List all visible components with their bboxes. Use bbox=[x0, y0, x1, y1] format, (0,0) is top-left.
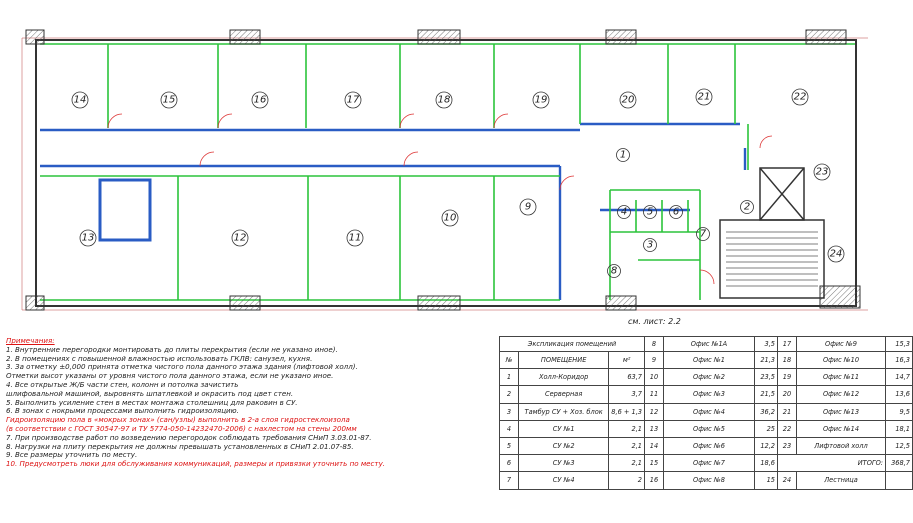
legend-left-area: 2 bbox=[609, 472, 645, 489]
sheet-reference: см. лист: 2.2 bbox=[628, 317, 681, 326]
legend-mid-name: Офис №3 bbox=[664, 386, 755, 403]
legend-right-name: Лестница bbox=[797, 472, 886, 489]
room-1-label: 1 bbox=[619, 149, 627, 161]
legend-left-name: Серверная bbox=[519, 386, 609, 403]
legend-row bbox=[500, 455, 913, 472]
legend-right-name: Офис №11 bbox=[797, 369, 886, 386]
note-line: 5. Выполнить усиление стен в местах монтажа столешниц для раковин в СУ. bbox=[6, 398, 298, 407]
dimension-lines bbox=[22, 38, 868, 310]
legend-left-name: Тамбур СУ + Хоз. блок bbox=[519, 403, 609, 420]
legend-title: Экспликация помещений bbox=[500, 337, 645, 352]
room-20-label: 20 bbox=[621, 94, 635, 106]
legend-right-no: 19 bbox=[778, 369, 797, 386]
legend-left-no: 7 bbox=[500, 472, 519, 489]
legend-mid-no: 16 bbox=[645, 472, 664, 489]
legend-col-unit: м² bbox=[609, 352, 645, 369]
room-19-label: 19 bbox=[534, 94, 548, 106]
legend-right-area: 14,7 bbox=[886, 369, 913, 386]
legend-left-area: 2,1 bbox=[609, 437, 645, 454]
legend-total-value: 368,7 bbox=[886, 455, 913, 472]
note-line: 2. В помещениях с повышенной влажностью использовать ГКЛВ: санузел, кухня. bbox=[6, 354, 313, 363]
legend-mid-name: Офис №6 bbox=[664, 437, 755, 454]
legend-right-name: Офис №9 bbox=[797, 337, 886, 352]
legend-right-area: 15,3 bbox=[886, 337, 913, 352]
lift-core bbox=[720, 168, 824, 298]
legend-left-no: 2 bbox=[500, 386, 519, 403]
legend-right-name: Офис №10 bbox=[797, 352, 886, 369]
note-line-red: (в соответствии с ГОСТ 30547-97 и ТУ 5774-050-14232470-2006) с нахлестом на стены 200мм bbox=[6, 424, 357, 433]
legend-right-area: 13,6 bbox=[886, 386, 913, 403]
legend-mid-no: 13 bbox=[645, 420, 664, 437]
room-13-label: 13 bbox=[81, 232, 95, 244]
legend-mid-no: 11 bbox=[645, 386, 664, 403]
legend-left-no: 5 bbox=[500, 437, 519, 454]
note-line: 6. В зонах с нокрыми процессами выполнить гидроизоляцию. bbox=[6, 407, 239, 416]
note-line: 3. За отметку ±0,000 принята отметка чистого пола данного этажа здания (лифтовой холл). bbox=[6, 363, 358, 372]
room-21-label: 21 bbox=[697, 91, 711, 103]
room-labels bbox=[72, 89, 844, 278]
legend-right-no: 20 bbox=[778, 386, 797, 403]
room-22-label: 22 bbox=[793, 91, 807, 103]
legend-mid-no: 10 bbox=[645, 369, 664, 386]
room-10-label: 10 bbox=[443, 212, 457, 224]
note-line: 1. Внутренние перегородки монтировать до плиты перекрытия (если не указано иное). bbox=[6, 345, 338, 354]
note-line: 9. Все размеры уточнить по месту. bbox=[6, 451, 138, 460]
legend-mid-area: 23,5 bbox=[755, 369, 778, 386]
room-16-label: 16 bbox=[253, 94, 267, 106]
legend-left-area: 3,7 bbox=[609, 386, 645, 403]
legend-left-no: 1 bbox=[500, 369, 519, 386]
legend-mid-area: 21,3 bbox=[755, 352, 778, 369]
legend-mid-name: Офис №2 bbox=[664, 369, 755, 386]
notes-title: Примечания: bbox=[6, 337, 55, 345]
legend-mid-area: 21,5 bbox=[755, 386, 778, 403]
legend-mid-no: 9 bbox=[645, 352, 664, 369]
room-12-label: 12 bbox=[233, 232, 247, 244]
legend-mid-name: Офис №5 bbox=[664, 420, 755, 437]
legend-mid-no: 8 bbox=[645, 337, 664, 352]
legend-mid-no: 14 bbox=[645, 437, 664, 454]
legend-row bbox=[500, 403, 913, 420]
legend-right-name: Офис №13 bbox=[797, 403, 886, 420]
legend-left-no: 4 bbox=[500, 420, 519, 437]
legend-left-name: СУ №4 bbox=[519, 472, 609, 489]
room-legend-table bbox=[499, 336, 913, 490]
room-18-label: 18 bbox=[437, 94, 451, 106]
note-line: шлифовальной машиной, выровнять шпатлевкой и окрасить под цвет стен. bbox=[6, 389, 294, 398]
legend-row bbox=[500, 369, 913, 386]
legend-right-name: Офис №12 bbox=[797, 386, 886, 403]
note-line: 4. Все открытые Ж/Б части стен, колонн и потолка зачистить bbox=[6, 380, 239, 389]
room-11-label: 11 bbox=[348, 232, 362, 244]
room-24-label: 24 bbox=[829, 248, 843, 260]
legend-left-name: Холл-Коридор bbox=[519, 369, 609, 386]
notes-block bbox=[6, 337, 494, 469]
room-9-label: 9 bbox=[524, 201, 532, 213]
note-line-red: 10. Предусмотреть люки для обслуживания коммуникаций, размеры и привязки уточнить по месту. bbox=[6, 460, 386, 469]
legend-right-no: 21 bbox=[778, 403, 797, 420]
legend-right-no: 17 bbox=[778, 337, 797, 352]
legend-mid-name: Офис №7 bbox=[664, 455, 755, 472]
legend-row bbox=[500, 337, 913, 352]
legend-mid-area: 15 bbox=[755, 472, 778, 489]
note-line: 7. При производстве работ по возведению перегородок соблюдать требования СНиП 3.03.01-87. bbox=[6, 433, 372, 442]
room-5-label: 5 bbox=[646, 206, 654, 218]
blue-walls bbox=[40, 124, 745, 300]
room-6-label: 6 bbox=[672, 206, 680, 218]
room-15-label: 15 bbox=[162, 94, 176, 106]
legend-row bbox=[500, 472, 913, 489]
legend-right-no: 23 bbox=[778, 437, 797, 454]
stair-steps bbox=[726, 232, 818, 286]
legend-left-area: 8,6 + 1,3 bbox=[609, 403, 645, 420]
legend-total-label: ИТОГО: bbox=[778, 455, 886, 472]
legend-right-no: 22 bbox=[778, 420, 797, 437]
room-4-label: 4 bbox=[620, 206, 628, 218]
legend-mid-area: 25 bbox=[755, 420, 778, 437]
legend-left-no: 6 bbox=[500, 455, 519, 472]
legend-mid-area: 36,2 bbox=[755, 403, 778, 420]
legend-mid-area: 3,5 bbox=[755, 337, 778, 352]
legend-left-no: 3 bbox=[500, 403, 519, 420]
legend-right-no: 18 bbox=[778, 352, 797, 369]
note-line-red: Гидроизоляцию пола в «мокрых зонах» (сан/узлы) выполнить в 2-а слоя гидростеклоизола bbox=[6, 416, 350, 425]
room-23-label: 23 bbox=[815, 166, 829, 178]
room-14-label: 14 bbox=[73, 94, 87, 106]
legend-mid-name: Офис №1 bbox=[664, 352, 755, 369]
legend-row bbox=[500, 420, 913, 437]
outer-walls bbox=[36, 40, 856, 306]
room-8-label: 8 bbox=[610, 265, 618, 277]
legend-row bbox=[500, 352, 913, 369]
legend-left-area: 2,1 bbox=[609, 455, 645, 472]
legend-row bbox=[500, 437, 913, 454]
room-7-label: 7 bbox=[699, 228, 707, 240]
legend-col-no: № bbox=[500, 352, 519, 369]
legend-mid-name: Офис №4 bbox=[664, 403, 755, 420]
room-17-label: 17 bbox=[346, 94, 360, 106]
legend-left-area: 63,7 bbox=[609, 369, 645, 386]
legend-col-name: ПОМЕЩЕНИЕ bbox=[519, 352, 609, 369]
legend-right-name: Офис №14 bbox=[797, 420, 886, 437]
note-line: 8. Нагрузки на плиту перекрытия не должны превышать установленных в СНиП 2.01.07-85. bbox=[6, 442, 354, 451]
legend-left-area: 2,1 bbox=[609, 420, 645, 437]
legend-right-area: 16,3 bbox=[886, 352, 913, 369]
legend-right-area: 12,5 bbox=[886, 437, 913, 454]
legend-right-no: 24 bbox=[778, 472, 797, 489]
legend-right-name: Лифтовой холл bbox=[797, 437, 886, 454]
legend-mid-area: 18,6 bbox=[755, 455, 778, 472]
note-line: Отметки высот указаны от уровня чистого пола данного этажа, если не указано иное. bbox=[6, 372, 334, 381]
legend-right-area: 18,1 bbox=[886, 420, 913, 437]
legend-left-name: СУ №3 bbox=[519, 455, 609, 472]
legend-mid-no: 12 bbox=[645, 403, 664, 420]
legend-mid-no: 15 bbox=[645, 455, 664, 472]
legend-right-area: 9,5 bbox=[886, 403, 913, 420]
legend-mid-name: Офис №1А bbox=[664, 337, 755, 352]
legend-left-name: СУ №2 bbox=[519, 437, 609, 454]
door-swings bbox=[108, 114, 772, 284]
legend-row bbox=[500, 386, 913, 403]
legend-mid-name: Офис №8 bbox=[664, 472, 755, 489]
legend-mid-area: 12,2 bbox=[755, 437, 778, 454]
legend-right-area bbox=[886, 472, 913, 489]
legend-left-name: СУ №1 bbox=[519, 420, 609, 437]
room-2-label: 2 bbox=[743, 201, 751, 213]
room-3-label: 3 bbox=[646, 239, 654, 251]
